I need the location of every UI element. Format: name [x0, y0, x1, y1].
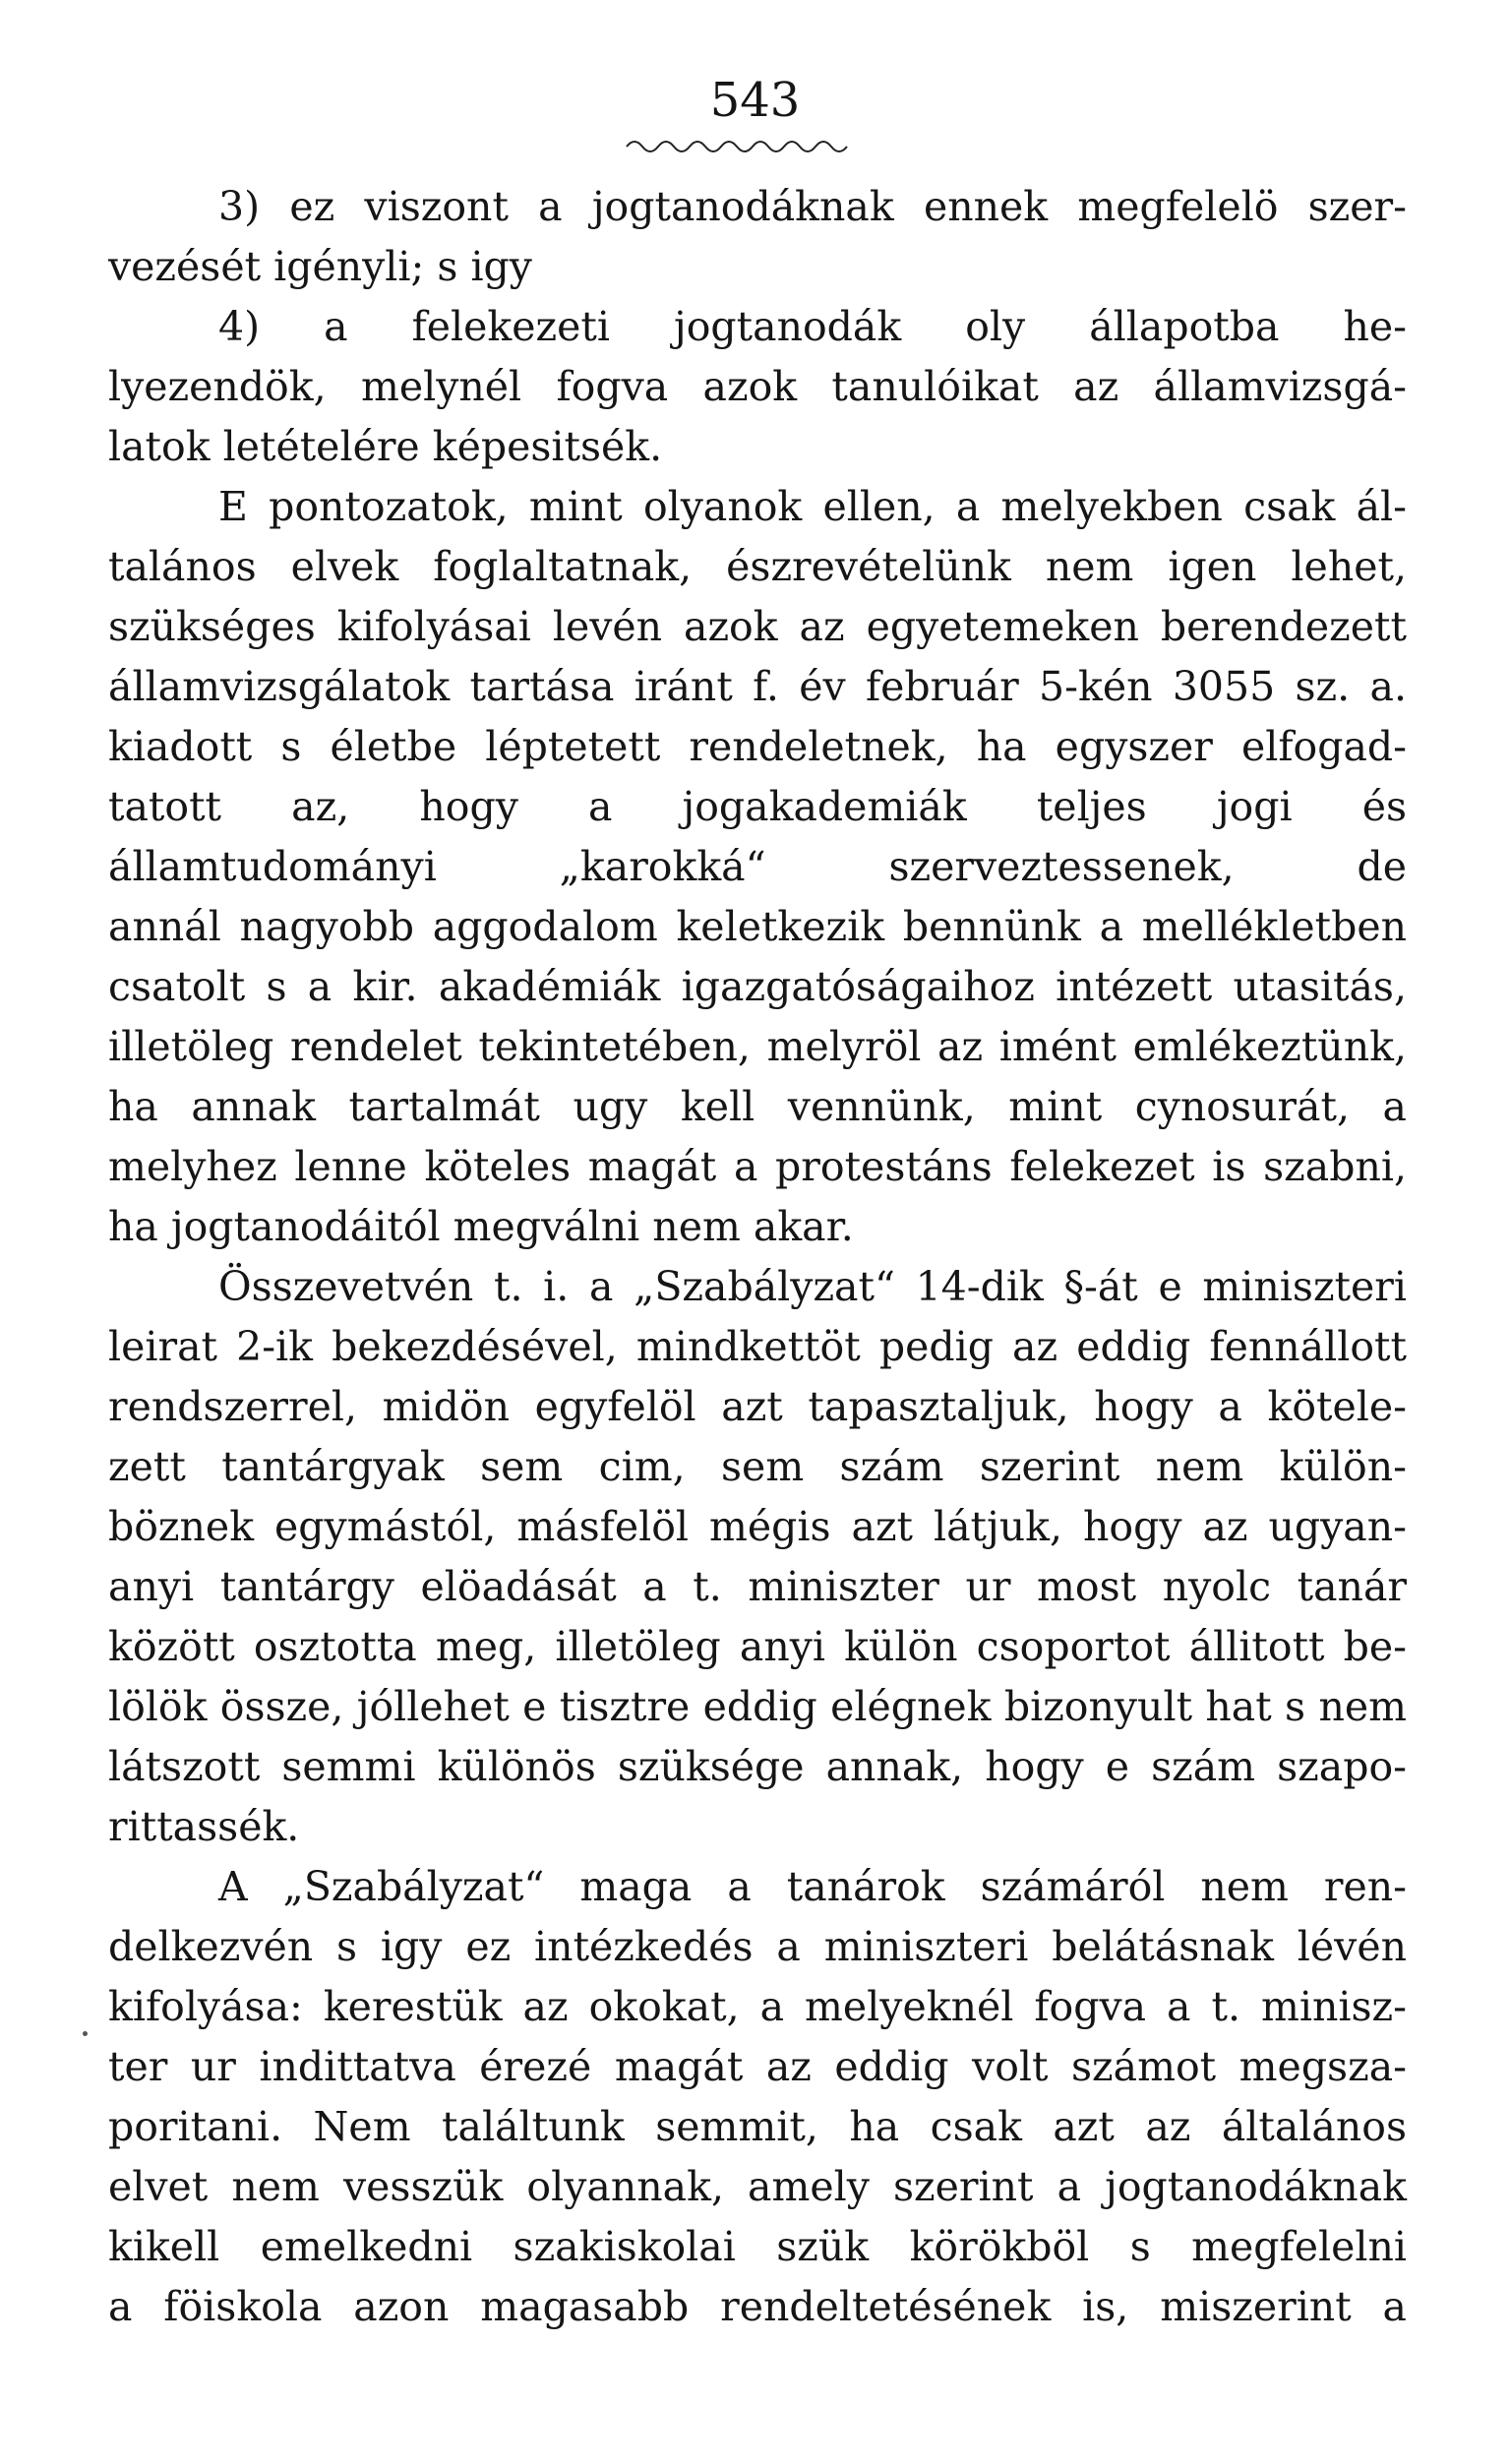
text-line: lölök össze, jóllehet e tisztre eddig elégnek bizonyult hat s nem [108, 1683, 1407, 1730]
text-line: delkezvén s igy ez intézkedés a miniszteri belátásnak lévén [108, 1923, 1407, 1970]
text-line: vezését igényli; s igy [108, 243, 532, 290]
text-line: melyhez lenne köteles magát a protestáns felekezet is szabni, [108, 1143, 1407, 1190]
text-line: rendszerrel, midön egyfelöl azt tapasztaljuk, hogy a kötele- [108, 1383, 1407, 1430]
text-line: rittassék. [108, 1803, 300, 1850]
text-line: ha jogtanodáitól megválni nem akar. [108, 1203, 854, 1250]
text-line: talános elvek foglaltatnak, észrevételünk nem igen lehet, [108, 543, 1407, 590]
body-text [108, 177, 1407, 2337]
text-line: kiadott s életbe léptetett rendeletnek, ha egyszer elfogad- [108, 723, 1407, 770]
text-line: böznek egymástól, másfelöl mégis azt látjuk, hogy az ugyan- [108, 1503, 1407, 1550]
text-line: 4) a felekezeti jogtanodák oly állapotba he- [218, 303, 1407, 350]
text-line: illetöleg rendelet tekintetében, melyröl az imént emlékeztünk, [108, 1023, 1407, 1070]
text-line: államtudományi „karokká“ szerveztessenek, de [108, 843, 1407, 890]
text-line: kifolyása: kerestük az okokat, a melyeknél fogva a t. minisz- [108, 1983, 1407, 2030]
text-line: poritani. Nem találtunk semmit, ha csak azt az általános [108, 2103, 1407, 2150]
text-line: ha annak tartalmát ugy kell vennünk, mint cynosurát, a [108, 1083, 1407, 1130]
text-line: ter ur indittatva érezé magát az eddig volt számot megsza- [108, 2043, 1407, 2090]
text-line: A „Szabályzat“ maga a tanárok számáról nem ren- [218, 1863, 1407, 1910]
text-line: a föiskola azon magasabb rendeltetésének is, miszerint a [108, 2283, 1407, 2330]
text-line: latok letételére képesitsék. [108, 423, 663, 470]
text-line: annál nagyobb aggodalom keletkezik bennünk a mellékletben [108, 903, 1407, 950]
text-line: lyezendök, melynél fogva azok tanulóikat az államvizsgá- [108, 363, 1407, 410]
stray-ink-mark [83, 2031, 88, 2036]
page-number-ornament [625, 133, 861, 156]
text-line: szükséges kifolyásai levén azok az egyetemeken berendezett [108, 603, 1407, 650]
text-line: elvet nem vesszük olyannak, amely szerint a jogtanodáknak [108, 2163, 1407, 2210]
page-number: 543 [709, 73, 801, 128]
text-line: zett tantárgyak sem cim, sem szám szerint nem külön- [108, 1443, 1407, 1490]
text-line: 3) ez viszont a jogtanodáknak ennek megfelelö szer- [218, 183, 1407, 230]
text-line: tatott az, hogy a jogakademiák teljes jogi és [108, 783, 1407, 830]
text-line: Összevetvén t. i. a „Szabályzat“ 14-dik §-át e miniszteri [218, 1263, 1407, 1310]
text-line: leirat 2-ik bekezdésével, mindkettöt pedig az eddig fennállott [108, 1323, 1407, 1370]
text-line: között osztotta meg, illetöleg anyi külön csoportot állitott be- [108, 1623, 1407, 1670]
text-line: anyi tantárgy elöadását a t. miniszter ur most nyolc tanár [108, 1563, 1407, 1610]
text-line: kikell emelkedni szakiskolai szük körökböl s megfelelni [108, 2223, 1407, 2270]
text-line: E pontozatok, mint olyanok ellen, a melyekben csak ál- [218, 483, 1407, 530]
text-line: államvizsgálatok tartása iránt f. év február 5-kén 3055 sz. a. [108, 663, 1407, 710]
text-line: látszott semmi különös szüksége annak, hogy e szám szapo- [108, 1743, 1407, 1790]
text-line: csatolt s a kir. akadémiák igazgatóságaihoz intézett utasitás, [108, 963, 1407, 1010]
